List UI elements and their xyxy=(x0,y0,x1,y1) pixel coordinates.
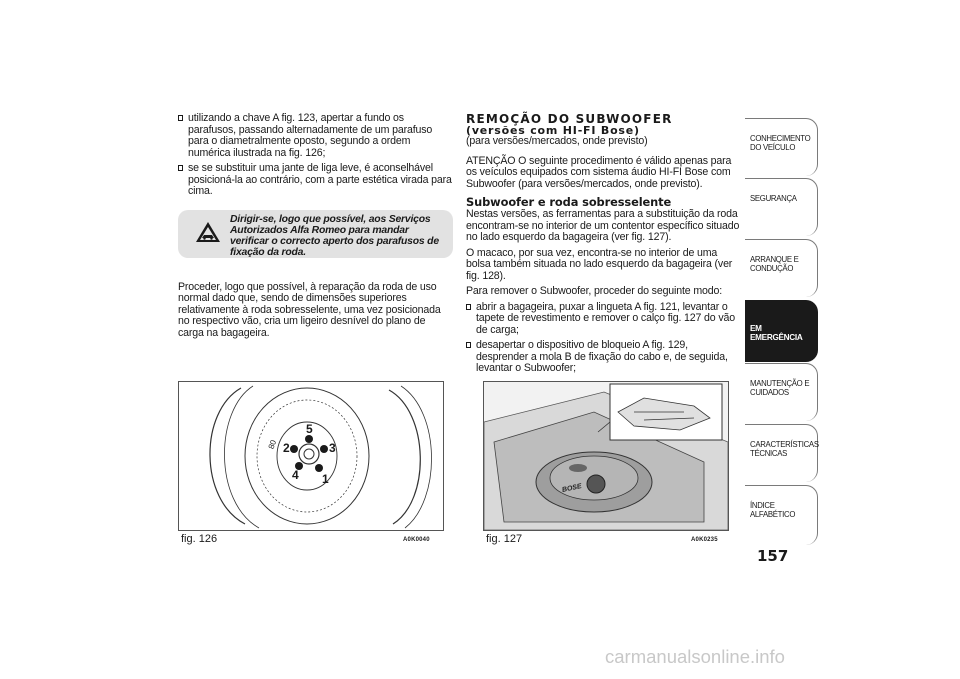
tab-emergencia[interactable]: EM EMERGÊNCIA xyxy=(745,300,818,362)
bolt-label: 3 xyxy=(329,441,336,455)
bullet-text: desapertar o dispositivo de bloqueio A fig. 129, desprender a mola B de fixação do cabo e, de seguida, levantar o Subwoofer; xyxy=(476,339,728,374)
bullet-item xyxy=(178,163,453,198)
tyre-marking: 80 xyxy=(266,438,279,451)
tab-conhecimento[interactable]: CONHECIMENTO DO VEÍCULO xyxy=(745,118,818,176)
attention-paragraph: ATENÇÃO O seguinte procedimento é válido apenas para os veículos equipados com sistema áudio HI-FI Bose com Subwoofer (para versões/mercados, onde previsto). xyxy=(466,154,732,190)
tab-indice[interactable]: ÍNDICE ALFABÉTICO xyxy=(745,485,818,545)
checkbox-bullet-icon xyxy=(178,115,183,121)
bullet-item xyxy=(466,340,741,375)
bullet-item xyxy=(178,113,453,159)
checkbox-bullet-icon xyxy=(178,165,183,171)
subwoofer-illustration xyxy=(484,382,728,530)
warning-box xyxy=(178,210,453,258)
warning-text: Dirigir-se, logo que possível, aos Serviços Autorizados Alfa Romeo para mandar verificar o correcto aperto dos parafusos de fixação da roda. xyxy=(230,213,439,259)
left-column xyxy=(178,113,453,343)
paragraph: Nestas versões, as ferramentas para a substituição da roda encontram-se no interior de um contentor específico situado no lado esquerdo da bagageira (ver fig. 127). xyxy=(466,208,740,243)
checkbox-bullet-icon xyxy=(466,304,471,310)
subsection-title: Subwoofer e roda sobresselente xyxy=(466,195,672,209)
bolt-label: 4 xyxy=(292,468,299,482)
wheel-illustration xyxy=(179,382,443,530)
figure-caption: fig. 126 xyxy=(181,533,218,545)
figure-code: A0K0040 xyxy=(403,537,430,543)
tab-caracteristicas[interactable]: CARACTERÍSTICAS TÉCNICAS xyxy=(745,424,818,482)
bolt-label: 5 xyxy=(306,422,313,436)
tab-manutencao[interactable]: MANUTENÇÃO E CUIDADOS xyxy=(745,363,818,421)
figure-126-wheel xyxy=(178,381,444,531)
checkbox-bullet-icon xyxy=(466,342,471,348)
tab-arranque[interactable]: ARRANQUE E CONDUÇÃO xyxy=(745,239,818,297)
figure-code: A0K0235 xyxy=(691,537,718,543)
bullet-text: se se substituir uma jante de liga leve, é aconselhável posicioná-la ao contrário, com a parte estética virada para cima. xyxy=(188,162,452,197)
watermark-text[interactable]: carmanualsonline.info xyxy=(605,646,785,667)
right-column xyxy=(466,113,741,379)
section-subheading: (versões com HI-FI Bose) xyxy=(466,124,640,137)
bose-logo: BOSE xyxy=(561,483,583,494)
section-heading: REMOÇÃO DO SUBWOOFER xyxy=(466,112,673,126)
bullet-text: utilizando a chave A fig. 123, apertar a fundo os parafusos, passando alternadamente de um parafuso para o diametralmente oposto, segundo a ordem numérica ilustrada na fig. 126; xyxy=(188,112,433,159)
tab-seguranca[interactable]: SEGURANÇA xyxy=(745,178,818,236)
figure-127-subwoofer xyxy=(483,381,729,531)
figure-caption: fig. 127 xyxy=(486,533,523,545)
paragraph: O macaco, por sua vez, encontra-se no interior de uma bolsa também situada no lado esquerdo da bagageira (ver fig. 128). xyxy=(466,246,733,282)
warning-triangle-car-icon xyxy=(195,221,221,243)
bolt-label: 1 xyxy=(322,472,329,486)
paragraph: Proceder, logo que possível, à reparação da roda de uso normal dado que, sendo de dimensões superiores relativamente à roda sobresselente, uma vez posicionada no respectivo vão, cria um ligeiro desnível do plano de carga na bagageira. xyxy=(178,280,441,339)
bolt-label: 2 xyxy=(283,441,290,455)
page-number: 157 xyxy=(757,547,789,565)
paragraph: Para remover o Subwoofer, proceder do seguinte modo: xyxy=(466,285,723,297)
subnote: (para versões/mercados, onde previsto) xyxy=(466,135,648,147)
bullet-item xyxy=(466,302,741,337)
bullet-text: abrir a bagageira, puxar a lingueta A fig. 121, levantar o tapete de revestimento e remover o calço fig. 127 do vão de carga; xyxy=(476,300,735,336)
